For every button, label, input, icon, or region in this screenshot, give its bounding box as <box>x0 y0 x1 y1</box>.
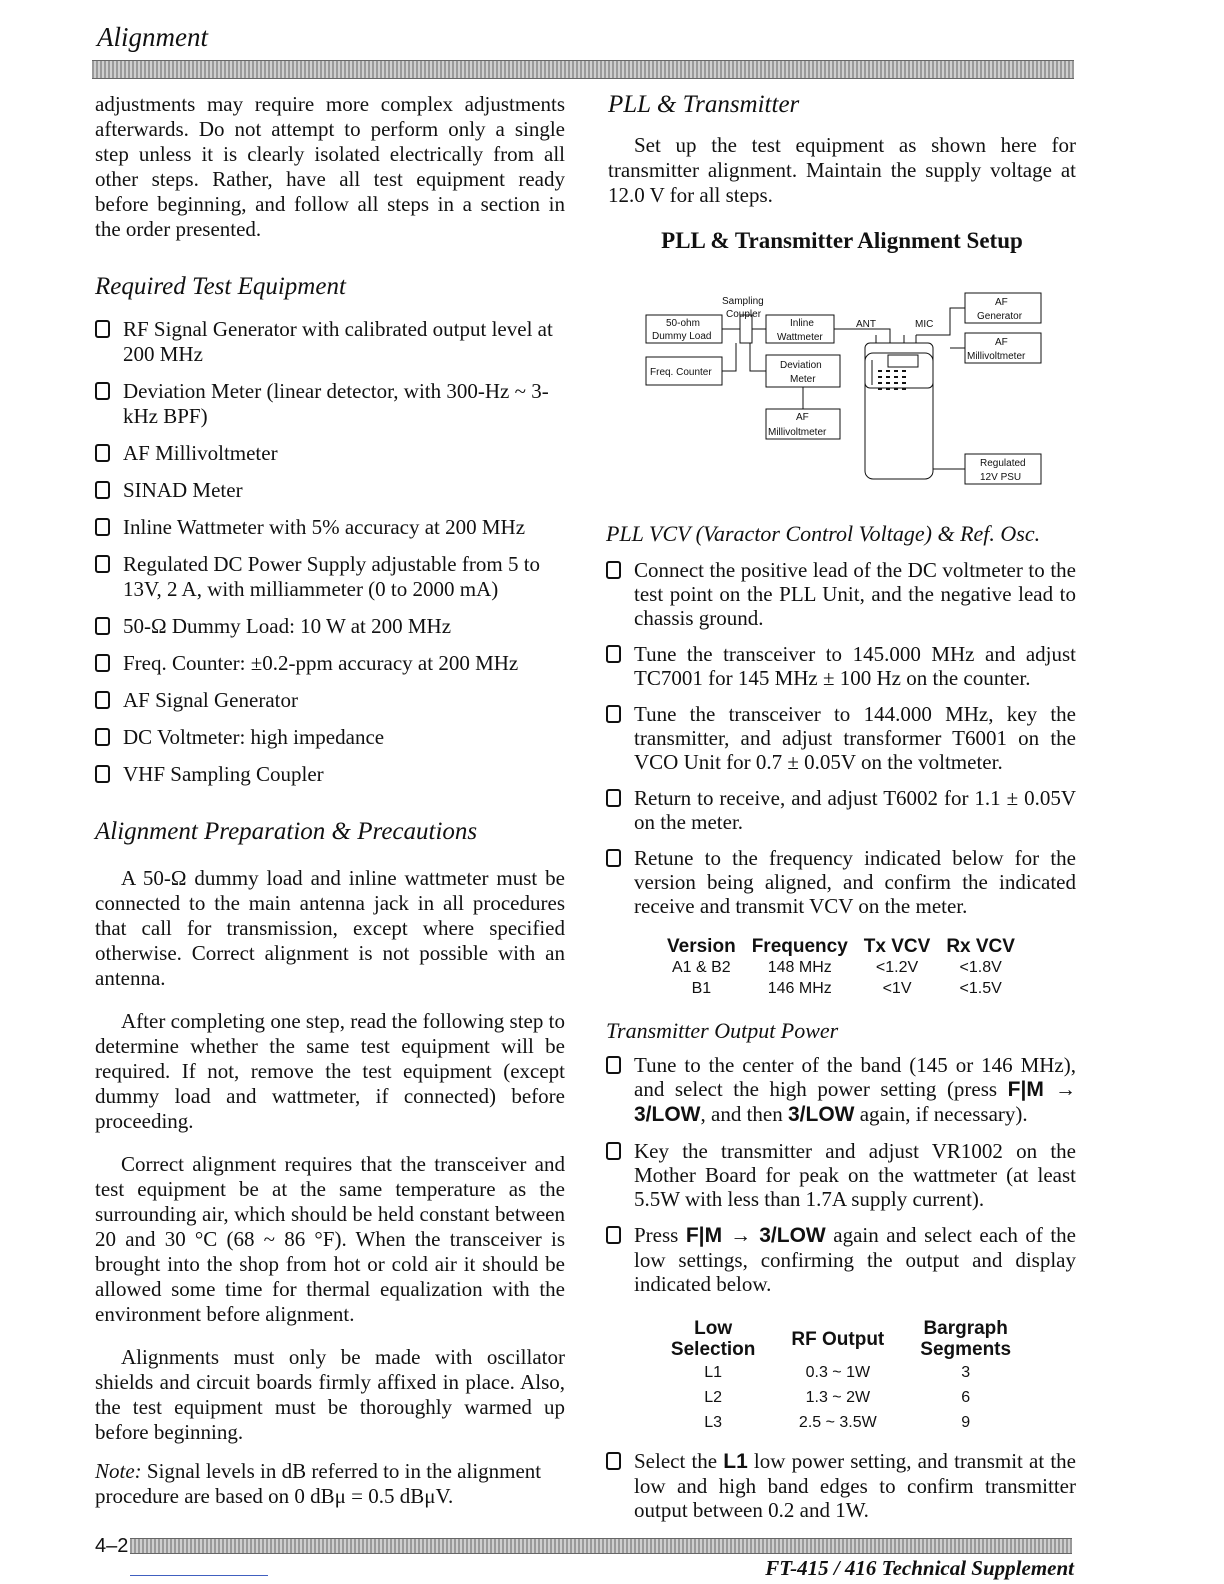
table-cell: 2.5 ~ 3.5W <box>798 1414 877 1431</box>
label-dummy-2: Dummy Load <box>652 331 712 342</box>
equipment-item: Freq. Counter: ±0.2-ppm accuracy at 200 MHz <box>95 651 565 676</box>
prep-heading: Alignment Preparation & Precautions <box>95 818 478 845</box>
prep-paragraph: After completing one step, read the following step to determine whether the same test equipment will be required. If not, remove the test equipment (except dummy load and wattmeter, if connected) before proceeding. <box>95 1009 565 1133</box>
checkbox-icon <box>606 1226 621 1244</box>
power-table <box>653 1318 1029 1435</box>
checkbox-icon <box>606 849 621 867</box>
label-ant: ANT <box>856 319 876 330</box>
equipment-heading: Required Test Equipment <box>95 273 346 300</box>
checkbox-icon <box>606 645 621 663</box>
vcv-table <box>659 936 1023 999</box>
vcv-step: Tune the transceiver to 144.000 MHz, key the transmitter, and adjust transformer T6001 on the VCO Unit for 0.7 ± 0.05V on the voltmeter. <box>606 702 1076 774</box>
vcv-heading: PLL VCV (Varactor Control Voltage) & Ref. Osc. <box>606 521 1041 546</box>
checkbox-icon <box>95 382 110 400</box>
key-sequence: L1 <box>723 1450 748 1473</box>
label-deviation-2: Meter <box>790 374 816 385</box>
label-psu-2: 12V PSU <box>980 472 1022 483</box>
table-header-row <box>659 936 1023 957</box>
table-header: Rx VCV <box>946 936 1015 957</box>
table-header: RF Output <box>791 1328 885 1350</box>
label-af-mv-2: Millivoltmeter <box>967 351 1026 362</box>
footer-underline <box>130 1575 268 1576</box>
checkbox-icon <box>95 481 110 499</box>
power-step: Tune to the center of the band (145 or 146 MHz), and select the high power setting (press F|M → 3/LOW, and then 3/LOW again, if necessary). <box>606 1053 1076 1127</box>
key-sequence: F|M → 3/LOW <box>634 1078 1076 1126</box>
label-sampling: Sampling <box>722 296 764 307</box>
table-cell: <1.8V <box>959 959 1002 976</box>
label-af-mv-b-2: Millivoltmeter <box>768 427 827 438</box>
table-row <box>653 1410 1029 1435</box>
table-row <box>659 978 1023 999</box>
checkbox-icon <box>95 728 110 746</box>
checkbox-icon <box>95 617 110 635</box>
footer-rule <box>130 1538 1072 1554</box>
intro-paragraph: adjustments may require more complex adjustments afterwards. Do not attempt to perform only a single step unless it is clearly isolated electrically from all other steps. Rather, have all test equipment ready before beginning, and follow all steps in a section in the order presented. <box>95 92 565 241</box>
equipment-item: AF Millivoltmeter <box>95 441 565 466</box>
key-sequence: 3/LOW <box>787 1103 855 1126</box>
power-step: Press F|M → 3/LOW again and select each of the low settings, confirming the output and display indicated below. <box>606 1223 1076 1296</box>
label-af-mv-b-1: AF <box>796 412 809 423</box>
label-dummy-1: 50-ohm <box>666 318 700 329</box>
table-cell: L3 <box>704 1414 723 1431</box>
checkbox-icon <box>95 444 110 462</box>
label-freq-counter: Freq. Counter <box>650 367 712 378</box>
table-header: Frequency <box>751 936 848 957</box>
power-heading: Transmitter Output Power <box>606 1018 839 1043</box>
note-paragraph: Note: Signal levels in dB referred to in the alignment procedure are based on 0 dBμ = 0.5 dBμV. <box>95 1459 542 1508</box>
table-cell: 9 <box>961 1414 971 1431</box>
note-label: Note: <box>95 1459 142 1483</box>
label-af-gen-1: AF <box>995 297 1008 308</box>
checkbox-icon <box>606 789 621 807</box>
table-header: Low Selection <box>670 1318 756 1360</box>
equipment-item: 50-Ω Dummy Load: 10 W at 200 MHz <box>95 614 565 639</box>
equipment-item: AF Signal Generator <box>95 688 565 713</box>
checkbox-icon <box>606 705 621 723</box>
table-cell: L1 <box>704 1364 723 1381</box>
label-af-mv-1: AF <box>995 337 1008 348</box>
power-step: Select the L1 low power setting, and transmit at the low and high band edges to confirm transmitter output between 0.2 and 1W. <box>606 1449 1076 1522</box>
page-number: 4–2 <box>95 1535 129 1557</box>
checkbox-icon <box>95 654 110 672</box>
table-header: Version <box>667 936 736 957</box>
label-inline-1: Inline <box>790 318 814 329</box>
label-psu-1: Regulated <box>980 458 1026 469</box>
equipment-item: RF Signal Generator with calibrated output level at 200 MHz <box>95 317 565 367</box>
equipment-item: VHF Sampling Coupler <box>95 762 565 787</box>
equipment-item: Inline Wattmeter with 5% accuracy at 200 MHz <box>95 515 565 540</box>
table-header-row <box>653 1318 1029 1360</box>
vcv-steps <box>606 558 1076 918</box>
checkbox-icon <box>95 691 110 709</box>
setup-diagram <box>640 285 1060 495</box>
table-cell: <1.5V <box>959 980 1002 997</box>
vcv-step: Tune the transceiver to 145.000 MHz and adjust TC7001 for 145 MHz ± 100 Hz on the counter. <box>606 642 1076 690</box>
prep-paragraph: Alignments must only be made with oscillator shields and circuit boards firmly affixed in place. Also, the test equipment must be thoroughly warmed up before beginning. <box>95 1345 565 1444</box>
table-cell: 146 MHz <box>767 980 832 997</box>
label-mic: MIC <box>915 319 934 330</box>
label-af-gen-2: Generator <box>977 311 1023 322</box>
setup-title: PLL & Transmitter Alignment Setup <box>661 228 1023 253</box>
vcv-step: Connect the positive lead of the DC voltmeter to the test point on the PLL Unit, and the negative lead to chassis ground. <box>606 558 1076 630</box>
prep-paragraph: Correct alignment requires that the transceiver and test equipment be at the same temperature as the surrounding air, which should be held constant between 20 and 30 °C (68 ~ 86 °F). When the transceiver is brought into the shop from hot or cold air it should be allowed some time for thermal equalization with the environment before alignment. <box>95 1152 565 1326</box>
label-coupler: Coupler <box>726 309 762 320</box>
equipment-item: Deviation Meter (linear detector, with 300-Hz ~ 3-kHz BPF) <box>95 379 565 429</box>
table-row <box>653 1385 1029 1410</box>
vcv-step: Return to receive, and adjust T6002 for 1.1 ± 0.05V on the meter. <box>606 786 1076 834</box>
prep-paragraph: A 50-Ω dummy load and inline wattmeter must be connected to the main antenna jack in all procedures that call for transmission, except where specified otherwise. Correct alignment is not possible with an antenna. <box>95 866 565 990</box>
checkbox-icon <box>606 561 621 579</box>
table-cell: 0.3 ~ 1W <box>805 1364 871 1381</box>
power-step: Key the transmitter and adjust VR1002 on the Mother Board for peak on the wattmeter (at least 5.5W with less than 1.7A supply current). <box>606 1139 1076 1211</box>
table-row <box>653 1360 1029 1385</box>
table-header: Bargraph Segments <box>920 1318 1012 1360</box>
table-cell: A1 & B2 <box>672 959 731 976</box>
left-column <box>95 92 565 1509</box>
table-cell: 1.3 ~ 2W <box>805 1389 871 1406</box>
equipment-item: SINAD Meter <box>95 478 565 503</box>
label-deviation-1: Deviation <box>780 360 822 371</box>
table-header: Tx VCV <box>863 936 931 957</box>
checkbox-icon <box>606 1452 621 1470</box>
checkbox-icon <box>95 320 110 338</box>
vcv-step: Retune to the frequency indicated below for the version being aligned, and confirm the indicated receive and transmit VCV on the meter. <box>606 846 1076 918</box>
right-column-lower <box>606 522 1076 1522</box>
table-cell: 6 <box>961 1389 971 1406</box>
checkbox-icon <box>95 518 110 536</box>
checkbox-icon <box>606 1142 621 1160</box>
table-cell: <1.2V <box>875 959 919 976</box>
key-sequence: F|M → 3/LOW <box>685 1224 826 1247</box>
table-cell: 148 MHz <box>767 959 832 976</box>
pll-intro: Set up the test equipment as shown here for transmitter alignment. Maintain the supply voltage at 12.0 V for all steps. <box>608 133 1076 207</box>
equipment-item: DC Voltmeter: high impedance <box>95 725 565 750</box>
table-cell: <1V <box>882 980 912 997</box>
checkbox-icon <box>606 1056 621 1074</box>
header-rule <box>92 60 1074 79</box>
page-header-title: Alignment <box>97 22 208 52</box>
table-cell: L2 <box>704 1389 723 1406</box>
table-cell: 3 <box>961 1364 971 1381</box>
equipment-item: Regulated DC Power Supply adjustable from 5 to 13V, 2 A, with milliammeter (0 to 2000 mA) <box>95 552 565 602</box>
table-row <box>659 957 1023 978</box>
right-column <box>608 92 1076 253</box>
checkbox-icon <box>95 765 110 783</box>
table-cell: B1 <box>691 980 712 997</box>
checkbox-icon <box>95 555 110 573</box>
footer-title: FT-415 / 416 Technical Supplement <box>765 1556 1074 1580</box>
label-inline-2: Wattmeter <box>777 332 823 343</box>
pll-heading: PLL & Transmitter <box>608 91 800 118</box>
equipment-list <box>95 317 565 787</box>
